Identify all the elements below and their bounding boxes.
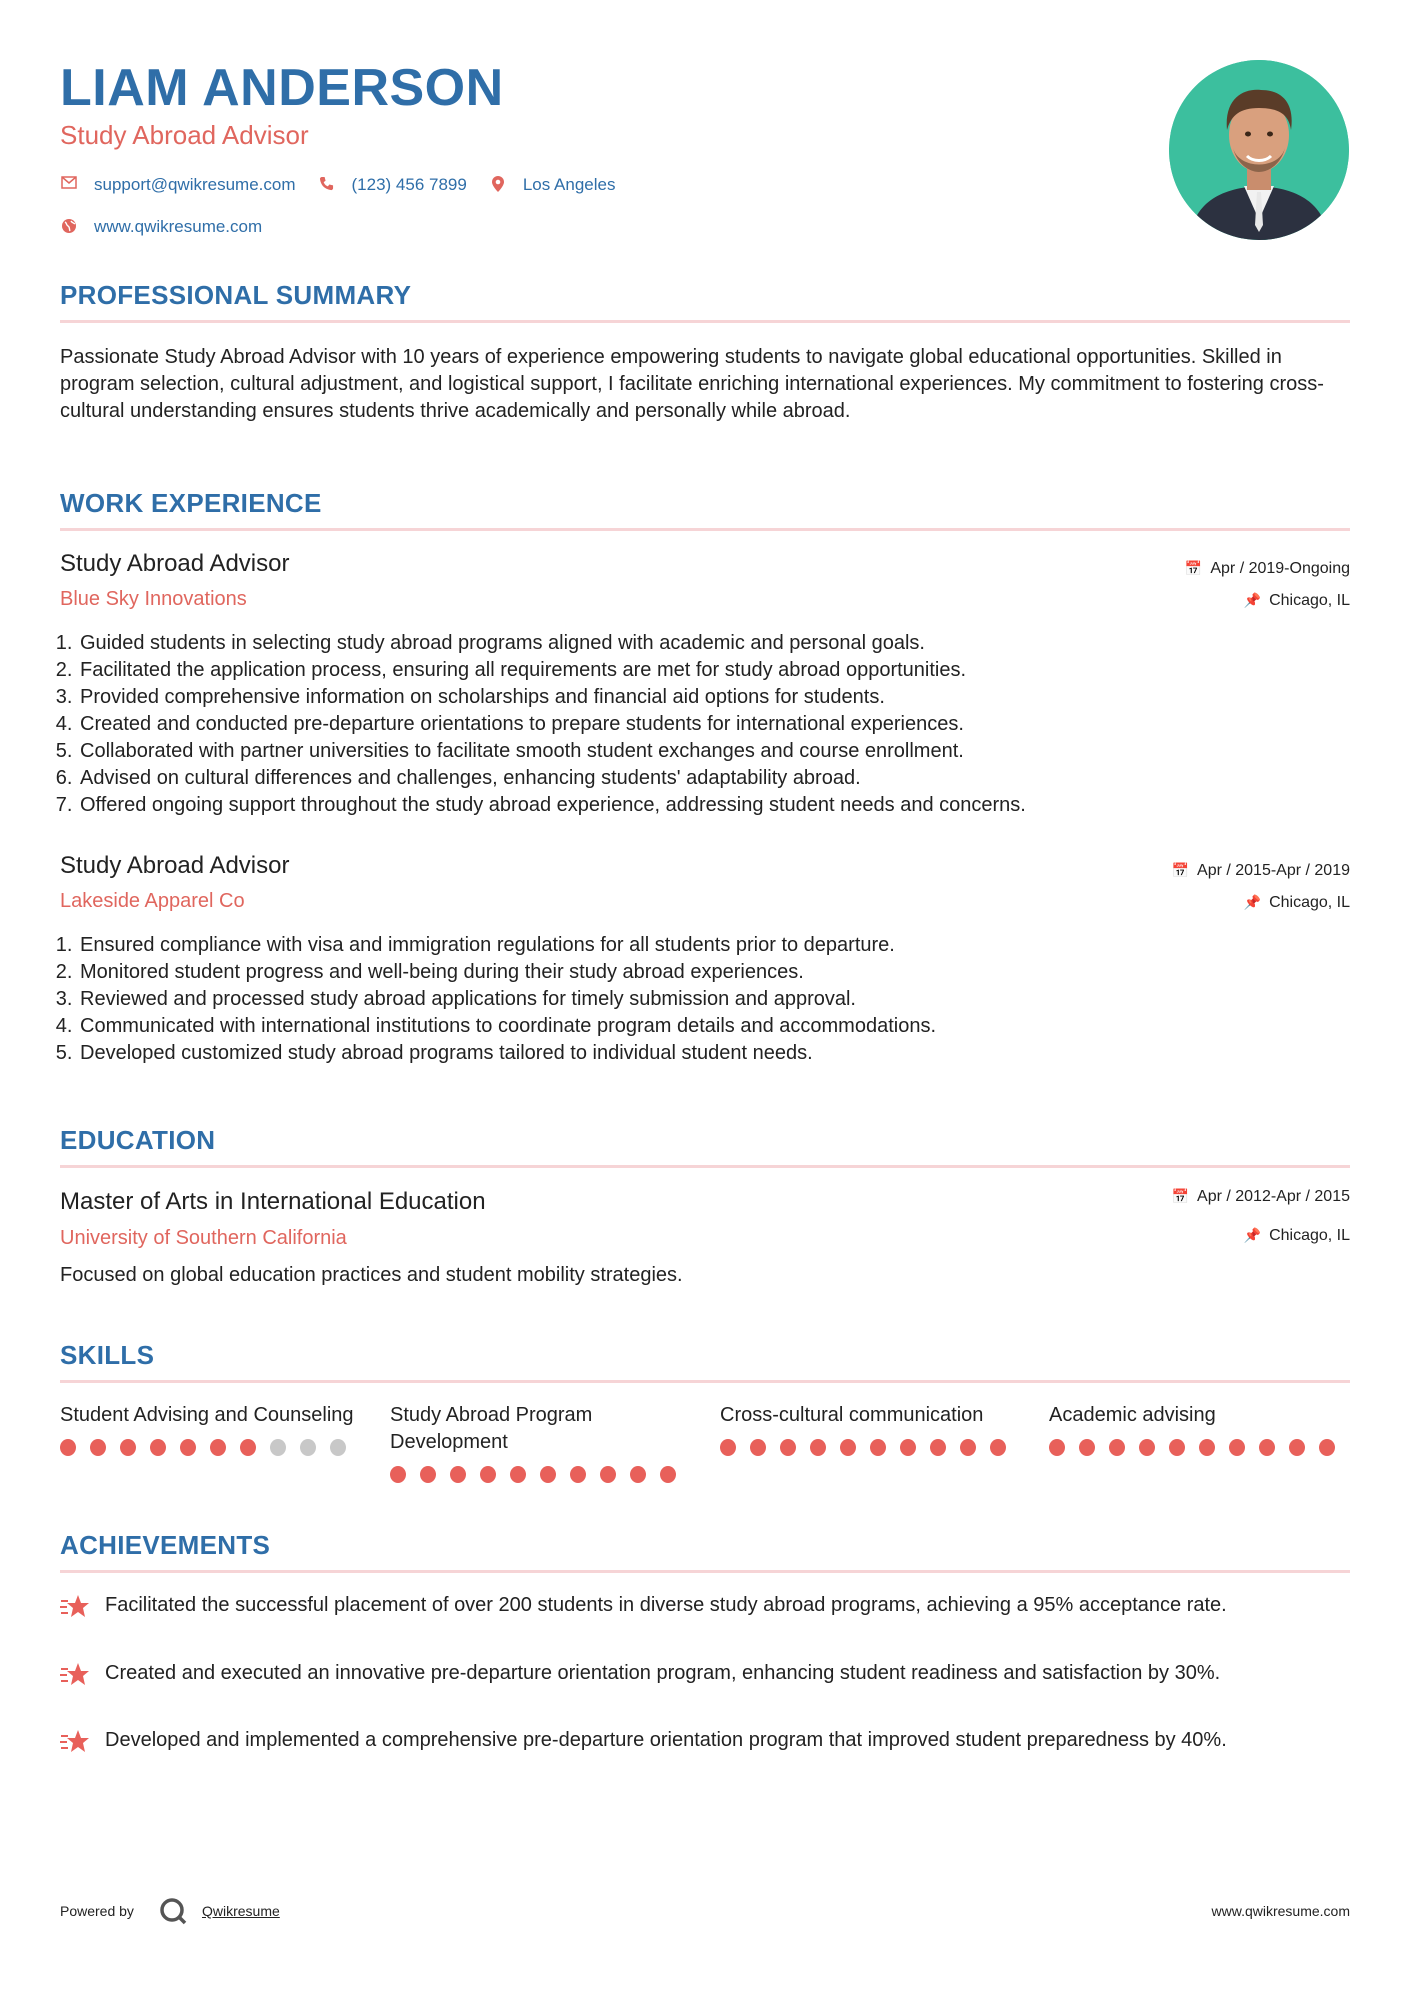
skill-item: [60, 1402, 360, 1456]
rating-dot-empty: [270, 1439, 286, 1456]
rating-dot-filled: [510, 1466, 526, 1483]
skill-item: [1049, 1402, 1349, 1456]
map-pin-icon: [489, 176, 507, 194]
list-item: 5. Developed customized study abroad programs tailored to individual student needs.: [78, 1040, 1348, 1067]
rating-dot-filled: [1079, 1439, 1095, 1456]
contact-info: [60, 172, 637, 256]
job-dates: [1172, 862, 1350, 880]
calendar-icon: 📅: [1184, 560, 1203, 576]
envelope-icon: [60, 176, 78, 194]
rating-dot-filled: [180, 1439, 196, 1456]
list-item: 1. Guided students in selecting study abroad programs aligned with academic and personal goals.: [78, 630, 1348, 657]
achievement-text: Created and executed an innovative pre-departure orientation program, enhancing student readiness and satisfaction by 30%.: [105, 1662, 1221, 1684]
rating-dot-filled: [930, 1439, 946, 1456]
pin-icon: 📌: [1243, 894, 1262, 910]
rating-dot-filled: [90, 1439, 106, 1456]
job-dates: [1185, 560, 1350, 578]
location-text: Los Angeles: [522, 175, 616, 194]
skill-rating: [720, 1439, 1020, 1456]
footer-url[interactable]: www.qwikresume.com: [1211, 1903, 1350, 1919]
brand-link[interactable]: Qwikresume: [202, 1903, 280, 1919]
list-item: 7. Offered ongoing support throughout the study abroad experience, addressing student needs and concerns.: [78, 792, 1348, 819]
list-item: 6. Advised on cultural differences and challenges, enhancing students' adaptability abroad.: [78, 765, 1348, 792]
rating-dot-filled: [210, 1439, 226, 1456]
rating-dot-filled: [150, 1439, 166, 1456]
star-icon: [60, 1727, 90, 1757]
rating-dot-filled: [120, 1439, 136, 1456]
rating-dot-filled: [1049, 1439, 1065, 1456]
list-item: 1. Ensured compliance with visa and immigration regulations for all students prior to departure.: [78, 932, 1348, 959]
rating-dot-filled: [570, 1466, 586, 1483]
rating-dot-filled: [900, 1439, 916, 1456]
skill-rating: [1049, 1439, 1349, 1456]
powered-by-label: Powered by: [60, 1903, 134, 1919]
achievements-heading: ACHIEVEMENTS: [60, 1530, 271, 1560]
rating-dot-filled: [1169, 1439, 1185, 1456]
rating-dot-filled: [1259, 1439, 1275, 1456]
rating-dot-filled: [1319, 1439, 1335, 1456]
star-icon: [60, 1660, 90, 1690]
section-divider: [60, 1380, 1350, 1383]
experience-heading: WORK EXPERIENCE: [60, 488, 322, 518]
pin-icon: 📌: [1243, 1227, 1262, 1243]
job-location: [1244, 592, 1350, 610]
rating-dot-filled: [1139, 1439, 1155, 1456]
achievement-item: [60, 1727, 1350, 1757]
qwikresume-logo-icon: [159, 1897, 187, 1925]
education-dates-text: Apr / 2012-Apr / 2015: [1197, 1188, 1350, 1205]
job-company: Blue Sky Innovations: [60, 588, 247, 610]
rating-dot-filled: [540, 1466, 556, 1483]
job-title: Study Abroad Advisor: [60, 550, 290, 577]
rating-dot-filled: [810, 1439, 826, 1456]
section-divider: [60, 1165, 1350, 1168]
rating-dot-empty: [330, 1439, 346, 1456]
job-dates-text: Apr / 2019-Ongoing: [1210, 560, 1350, 577]
achievement-text: Developed and implemented a comprehensive pre-departure orientation program that improved student preparedness by 40%.: [105, 1729, 1227, 1751]
rating-dot-filled: [840, 1439, 856, 1456]
school-name: University of Southern California: [60, 1227, 347, 1249]
achievement-item: [60, 1592, 1350, 1622]
phone-icon: [318, 176, 336, 194]
rating-dot-empty: [300, 1439, 316, 1456]
job-location-text: Chicago, IL: [1269, 894, 1350, 911]
rating-dot-filled: [450, 1466, 466, 1483]
rating-dot-filled: [720, 1439, 736, 1456]
summary-text: Passionate Study Abroad Advisor with 10 years of experience empowering students to navigate global educational opportunities. Skilled in program selection, cultural adjustment, and logistical support, I facilitate enriching international experiences. My commitment to fostering cross-cultural understanding ensures students thrive academically and personally while abroad.: [60, 346, 1324, 422]
education-heading: EDUCATION: [60, 1125, 216, 1155]
rating-dot-filled: [630, 1466, 646, 1483]
calendar-icon: 📅: [1171, 1188, 1190, 1204]
skill-rating: [60, 1439, 360, 1456]
star-icon: [60, 1592, 90, 1622]
rating-dot-filled: [660, 1466, 676, 1483]
list-item: 2. Facilitated the application process, ensuring all requirements are met for study abroad opportunities.: [78, 657, 1348, 684]
rating-dot-filled: [480, 1466, 496, 1483]
rating-dot-filled: [1109, 1439, 1125, 1456]
list-item: 4. Communicated with international institutions to coordinate program details and accommodations.: [78, 1013, 1348, 1040]
rating-dot-filled: [1289, 1439, 1305, 1456]
section-divider: [60, 528, 1350, 531]
education-location-text: Chicago, IL: [1269, 1227, 1350, 1244]
globe-icon: [60, 218, 78, 236]
rating-dot-filled: [600, 1466, 616, 1483]
education-description: Focused on global education practices and student mobility strategies.: [60, 1264, 683, 1286]
rating-dot-filled: [420, 1466, 436, 1483]
rating-dot-filled: [750, 1439, 766, 1456]
skill-label: Academic advising: [1049, 1404, 1216, 1426]
skill-label: Student Advising and Counseling: [60, 1404, 354, 1426]
rating-dot-filled: [870, 1439, 886, 1456]
rating-dot-filled: [1199, 1439, 1215, 1456]
phone-number: (123) 456 7899: [351, 175, 467, 194]
list-item: 2. Monitored student progress and well-being during their study abroad experiences.: [78, 959, 1348, 986]
job-company: Lakeside Apparel Co: [60, 890, 245, 912]
degree-title: Master of Arts in International Education: [60, 1188, 486, 1215]
education-location: [1244, 1227, 1350, 1245]
candidate-name: LIAM ANDERSON: [60, 59, 504, 117]
skill-rating: [390, 1466, 690, 1483]
summary-heading: PROFESSIONAL SUMMARY: [60, 280, 412, 310]
job-bullets: [60, 932, 1348, 1067]
list-item: 5. Collaborated with partner universities to facilitate smooth student exchanges and course enrollment.: [78, 738, 1348, 765]
achievement-text: Facilitated the successful placement of over 200 students in diverse study abroad programs, achieving a 95% acceptance rate.: [105, 1594, 1227, 1616]
skills-heading: SKILLS: [60, 1340, 155, 1370]
candidate-role: Study Abroad Advisor: [60, 120, 309, 150]
job-location: [1244, 894, 1350, 912]
calendar-icon: 📅: [1171, 862, 1190, 878]
achievement-item: [60, 1660, 1350, 1690]
email-link[interactable]: support@qwikresume.com: [94, 175, 296, 194]
website-link[interactable]: www.qwikresume.com: [94, 217, 263, 236]
rating-dot-filled: [990, 1439, 1006, 1456]
section-divider: [60, 1570, 1350, 1573]
skill-item: [720, 1402, 1020, 1456]
rating-dot-filled: [60, 1439, 76, 1456]
profile-photo: [1169, 60, 1349, 240]
pin-icon: 📌: [1243, 592, 1262, 608]
skill-item: [390, 1402, 690, 1483]
skill-label: Cross-cultural communication: [720, 1404, 984, 1426]
job-bullets: [60, 630, 1348, 819]
rating-dot-filled: [1229, 1439, 1245, 1456]
job-title: Study Abroad Advisor: [60, 852, 290, 879]
job-location-text: Chicago, IL: [1269, 592, 1350, 609]
education-dates: [1172, 1188, 1350, 1206]
skill-label: Study Abroad Program Development: [390, 1404, 593, 1453]
resume-page: [60, 0, 1350, 1990]
rating-dot-filled: [390, 1466, 406, 1483]
job-dates-text: Apr / 2015-Apr / 2019: [1197, 862, 1350, 879]
list-item: 3. Reviewed and processed study abroad applications for timely submission and approval.: [78, 986, 1348, 1013]
rating-dot-filled: [240, 1439, 256, 1456]
rating-dot-filled: [780, 1439, 796, 1456]
list-item: 3. Provided comprehensive information on scholarships and financial aid options for students.: [78, 684, 1348, 711]
rating-dot-filled: [960, 1439, 976, 1456]
section-divider: [60, 320, 1350, 323]
list-item: 4. Created and conducted pre-departure orientations to prepare students for international experiences.: [78, 711, 1348, 738]
